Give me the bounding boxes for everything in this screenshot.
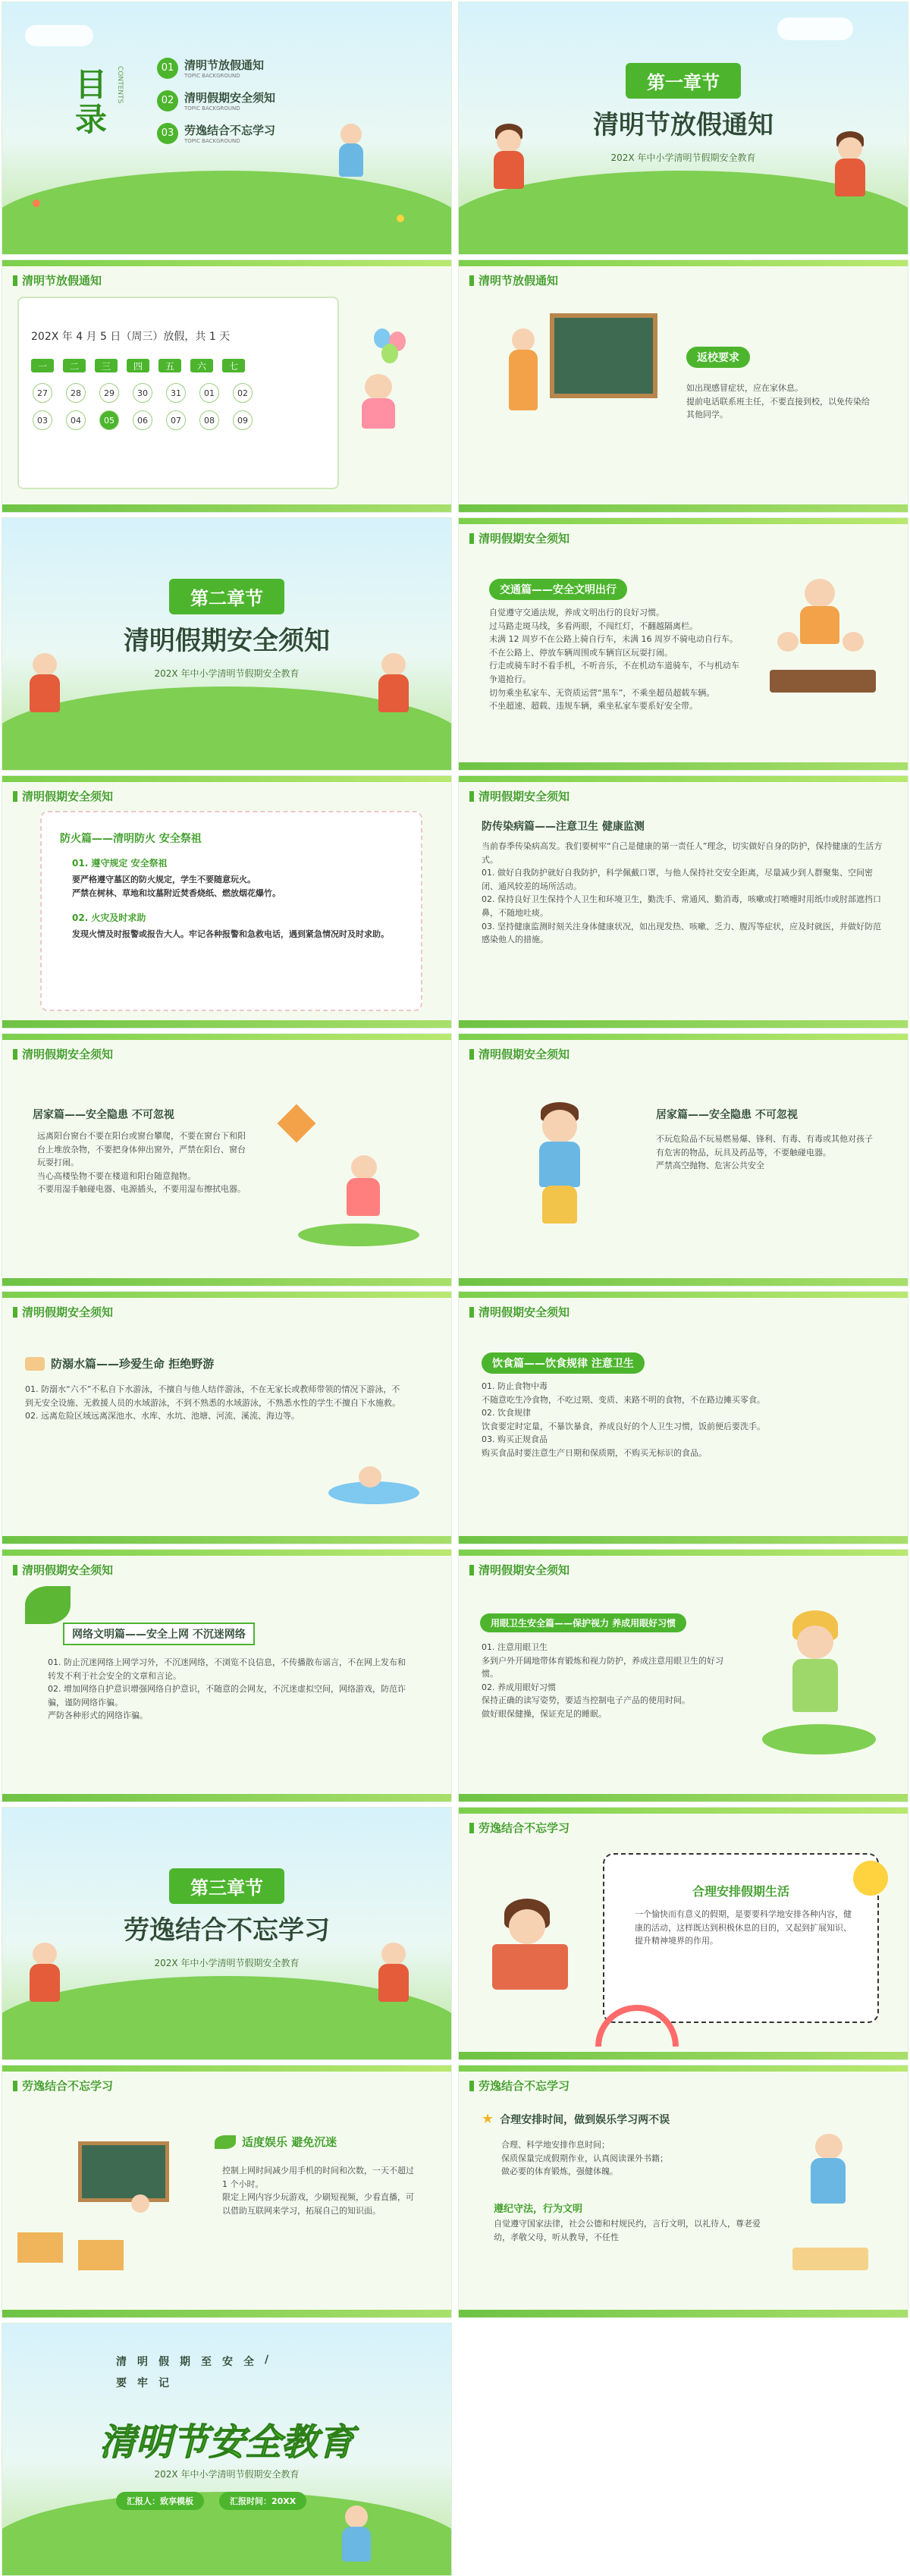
home2-line: 严禁高空抛物、危害公共安全 — [656, 1161, 764, 1171]
water-line: 02. 远离危险区域远离深池水、水库、水坑、池塘、河流、溪流、海边等。 — [25, 1411, 300, 1422]
girl-umbrella-illustration — [336, 124, 366, 154]
disease-title: 防传染病篇——注意卫生 健康监测 — [482, 821, 645, 833]
toc-item-number: 01 — [157, 58, 178, 79]
plan-card — [603, 1853, 879, 2023]
return-line: 如出现感冒症状，应在家休息。 — [686, 383, 803, 393]
slide-header — [469, 2078, 570, 2094]
time-sub-text: 自觉遵守国家法律，社会公德和村规民约，言行文明，以礼待人，尊老爱幼，孝敬父母，听从教导，不任性 — [494, 2219, 761, 2242]
header-mark — [13, 791, 17, 802]
return-title-pill: 返校要求 — [686, 347, 750, 368]
end-char: 清 — [116, 2356, 127, 2368]
slide-plan[interactable] — [458, 1807, 908, 2060]
weekday: 三 — [95, 359, 118, 372]
boy-illustration — [489, 124, 527, 192]
end-subtitle: 202X 年中小学清明节假期安全教育 — [154, 2469, 300, 2480]
bottom-bar — [459, 1278, 908, 1286]
flower-icon — [397, 215, 404, 222]
time-title: 合理安排时间，做到娱乐学习两不误 — [500, 2113, 670, 2126]
toc-item-number: 02 — [157, 90, 178, 112]
end-info — [116, 2492, 306, 2510]
header-text: 劳逸结合不忘学习 — [479, 1821, 570, 1835]
chapter-badge: 第二章节 — [169, 579, 284, 614]
end-char: 假 — [158, 2356, 169, 2368]
bottom-bar — [459, 2310, 908, 2317]
toc-item[interactable] — [157, 90, 275, 112]
chapter-subtitle: 202X 年中小学清明节假期安全教育 — [154, 1958, 300, 1968]
classroom-illustration — [17, 2141, 169, 2285]
header-mark — [13, 1049, 17, 1060]
header-mark — [469, 1823, 474, 1833]
header-mark — [13, 1565, 17, 1575]
weekday: 五 — [158, 359, 181, 372]
slide-fire[interactable] — [2, 775, 452, 1029]
slide-header — [469, 272, 558, 288]
home1-title: 居家篇——安全隐患 不可忽视 — [33, 1109, 174, 1121]
girl-book-illustration — [482, 1899, 580, 2012]
weekday: 七 — [222, 359, 245, 372]
fire-title: 防火篇——清明防火 安全祭祖 — [60, 833, 202, 845]
food-line: 02. 饮食规律 — [482, 1408, 531, 1418]
top-bar — [2, 260, 451, 266]
top-bar — [459, 1034, 908, 1040]
traffic-pill-wrap — [489, 579, 627, 600]
top-bar — [2, 776, 451, 782]
end-time: 汇报时间：20XX — [219, 2492, 306, 2510]
header-mark — [13, 1307, 17, 1318]
header-text: 清明假期安全须知 — [22, 1563, 114, 1577]
bottom-bar — [459, 504, 908, 512]
traffic-line: 过马路走斑马线，多看两眼，不闯红灯，不翻越隔离栏。 — [489, 620, 698, 631]
time-line: 保质保量完成假期作业，认真阅读课外书籍； — [501, 2153, 668, 2163]
cloud-icon — [25, 25, 93, 46]
eye-line: 多到户外开阔地带体育锻炼和视力防护，养成注意用眼卫生的好习惯。 — [482, 1655, 723, 1679]
end-char: 明 — [137, 2356, 148, 2368]
header-text: 清明节放假通知 — [479, 274, 559, 287]
calendar-day[interactable]: 09 — [233, 410, 253, 430]
slide-header — [13, 1046, 113, 1062]
home2-line: 不玩危险品不玩易燃易爆、锋利、有毒、有毒或其他对孩子有危害的物品，玩具及药品等，不要触碰电器。 — [656, 1134, 873, 1158]
toc-list — [157, 57, 275, 144]
plan-line: 一个愉快而有意义的假期，是要要科学地安排各种内容，健康的活动，这样既达到积极休息的目的，又起到扩展知识、提升精神境界的作用。 — [635, 1909, 852, 1946]
return-line: 提前电话联系班主任，不要直接到校，以免传染给其他同学。 — [686, 396, 870, 420]
header-text: 清明假期安全须知 — [22, 1305, 114, 1319]
calendar-day[interactable]: 02 — [233, 383, 253, 403]
slide-header — [13, 2078, 113, 2094]
water-line: 01. 防溺水“六不”不私自下水游泳，不擅自与他人结伴游泳，不在无家长或教师带领的情况下游泳，不到无安全设施、无救援人员的水域游泳，不到不熟悉的水域游泳，不熟悉水性的学生不擅自下水施救。 — [25, 1384, 400, 1408]
slide-eye[interactable] — [458, 1549, 908, 1802]
teacher-blackboard-illustration — [504, 313, 648, 442]
slide-header — [469, 1046, 570, 1062]
top-bar — [459, 776, 908, 782]
slide-water[interactable] — [2, 1291, 452, 1544]
star-icon: ★ — [482, 2111, 494, 2127]
chapter-title: 清明假期安全须知 — [124, 626, 330, 656]
top-bar — [459, 1292, 908, 1298]
leaf-icon — [215, 2135, 236, 2149]
end-reporter: 汇报人：致享模板 — [116, 2492, 204, 2510]
play-title-wrap — [215, 2134, 337, 2150]
calendar-day[interactable]: 30 — [133, 383, 152, 403]
traffic-line: 不坐超速、超载、违规车辆，乘坐私家车要系好安全带。 — [489, 701, 698, 712]
toc-title: 目录 — [75, 66, 108, 139]
fire-line: 发现火情及时报警或报告大人。牢记各种报警和急救电话，遇到紧急情况时及时求助。 — [72, 929, 389, 939]
weekday: 一 — [31, 359, 54, 372]
slide-end[interactable] — [2, 2323, 452, 2576]
slide-home-2[interactable] — [458, 1033, 908, 1286]
girl-balloons-illustration — [359, 328, 412, 435]
boy-illustration — [25, 647, 63, 715]
weekday: 二 — [63, 359, 86, 372]
play-text — [222, 2164, 419, 2217]
header-mark — [469, 275, 474, 286]
fire-text-2 — [72, 928, 406, 941]
slide-header — [469, 530, 570, 546]
top-bar — [459, 2066, 908, 2072]
header-mark — [469, 1307, 474, 1318]
traffic-pill: 交通篇——安全文明出行 — [489, 579, 627, 600]
header-mark — [469, 791, 474, 802]
top-bar — [459, 1808, 908, 1814]
toc-item-number: 03 — [157, 123, 178, 144]
header-text: 劳逸结合不忘学习 — [479, 2079, 570, 2093]
header-mark — [13, 275, 17, 286]
slide-toc[interactable] — [2, 2, 452, 255]
end-char: 记 — [158, 2377, 169, 2389]
slide-play[interactable] — [2, 2065, 452, 2318]
header-text: 清明节放假通知 — [22, 274, 102, 287]
end-char: 期 — [180, 2356, 190, 2368]
eye-line: 01. 注意用眼卫生 — [482, 1642, 548, 1652]
slide-calendar[interactable] — [2, 259, 452, 513]
disease-line: 03. 坚持健康监测时刻关注身体健康状况，如出现发热、咳嗽、乏力、腹泻等症状，应及时就医，并做好防范感染他人的措施。 — [482, 921, 881, 945]
traffic-line: 不在公路上、停放车辆周围或车辆盲区玩耍打闹。 — [489, 647, 673, 658]
play-line: 限定上网内容少玩游戏，少刷短视频，少看直播，可以借助互联网来学习，拓展自己的知识面。 — [222, 2192, 414, 2216]
food-text — [482, 1380, 883, 1460]
toc-item-label: 清明假期安全须知 — [184, 91, 276, 105]
flower-icon — [33, 199, 40, 207]
boy-illustration — [374, 1937, 412, 2005]
slide-header — [13, 788, 113, 804]
water-title: 防溺水篇——珍爱生命 拒绝野游 — [51, 1357, 215, 1371]
food-line: 购买食品时要注意生产日期和保质期，不购买无标识的食品。 — [482, 1447, 707, 1458]
time-sub-title: 遵纪守法，行为文明 — [494, 2204, 583, 2215]
weekday: 六 — [190, 359, 213, 372]
calendar-row — [33, 383, 253, 403]
calendar-day[interactable]: 29 — [99, 383, 119, 403]
food-line: 01. 防止食物中毒 — [482, 1381, 548, 1391]
header-mark — [469, 1049, 474, 1060]
return-title — [686, 347, 750, 368]
food-pill-wrap — [482, 1352, 645, 1374]
top-bar — [2, 1292, 451, 1298]
food-line: 03. 购买正规食品 — [482, 1434, 548, 1445]
toc-item-sub: TOPIC BACKGROUND — [184, 105, 240, 112]
slide-home-1[interactable] — [2, 1033, 452, 1286]
eye-pill: 用眼卫生安全篇——保护视力 养成用眼好习惯 — [480, 1613, 686, 1632]
toc-item[interactable] — [157, 122, 275, 144]
sun-icon — [853, 1861, 888, 1896]
slide-header — [469, 1304, 570, 1320]
weekday: 四 — [127, 359, 149, 372]
kite-boy-illustration — [268, 1110, 419, 1254]
water-text — [25, 1383, 404, 1423]
chapter-badge: 第三章节 — [169, 1868, 284, 1904]
toc-item-sub: TOPIC BACKGROUND — [184, 73, 240, 79]
boy-illustration — [374, 647, 412, 715]
calendar-day[interactable]: 08 — [199, 410, 219, 430]
end-char: 至 — [201, 2356, 212, 2368]
slide-chapter-1[interactable] — [458, 2, 908, 255]
calendar-day[interactable]: 03 — [33, 410, 52, 430]
header-text: 劳逸结合不忘学习 — [22, 2079, 114, 2093]
toc-item-label: 清明节放假通知 — [184, 58, 265, 72]
slide-time[interactable] — [458, 2065, 908, 2318]
eye-pill-wrap — [480, 1613, 686, 1632]
traffic-line: 行走或骑车时不看手机，不听音乐，不在机动车道骑车，不与机动车争道抢行。 — [489, 661, 739, 684]
end-char: 牢 — [137, 2377, 148, 2389]
header-text: 清明假期安全须知 — [479, 1048, 570, 1061]
play-title: 适度娱乐 避免沉迷 — [242, 2135, 337, 2149]
header-text: 清明假期安全须知 — [479, 1563, 570, 1577]
slide-header — [13, 1562, 113, 1578]
fire-text-1 — [72, 873, 406, 900]
bottom-bar — [459, 1536, 908, 1544]
home1-line: 不要用湿手触碰电器、电源插头，不要用湿布擦拭电器。 — [37, 1184, 246, 1195]
disease-intro: 当前春季传染病高发。我们要树牢“自己是健康的第一责任人”理念，切实做好自身的防护，保持健康的生活方式。 — [482, 841, 883, 865]
calendar-weekdays — [31, 359, 245, 372]
top-bar — [459, 1550, 908, 1556]
time-text — [501, 2138, 759, 2179]
header-mark — [469, 533, 474, 544]
home1-line: 远离阳台窗台不要在阳台或窗台攀爬，不要在窗台下和阳台上堆放杂物，不要把身体伸出窗外，严禁在阳台、窗台玩耍打闹。 — [37, 1131, 246, 1168]
kid-plug-illustration — [519, 1102, 603, 1231]
slide-header — [469, 1820, 570, 1836]
boy-books-illustration — [785, 2134, 876, 2278]
header-text: 清明假期安全须知 — [22, 790, 114, 803]
calendar-row — [33, 410, 253, 430]
header-mark — [469, 1565, 474, 1575]
girl-reading-illustration — [762, 1610, 876, 1762]
calendar-day[interactable]: 04 — [66, 410, 86, 430]
calendar-day[interactable]: 31 — [166, 383, 186, 403]
calendar-day[interactable]: 01 — [199, 383, 219, 403]
calendar-card — [17, 297, 339, 489]
chapter-title: 清明节放假通知 — [593, 110, 774, 140]
eye-line: 做好眼保健操，保证充足的睡眠。 — [482, 1708, 607, 1719]
network-title: 网络文明篇——安全上网 不沉迷网络 — [63, 1623, 255, 1645]
slide-header — [13, 1304, 113, 1320]
network-text — [48, 1656, 412, 1723]
boy-illustration — [25, 1937, 63, 2005]
plan-title: 合理安排假期生活 — [692, 1884, 789, 1899]
cloud-icon — [777, 17, 853, 40]
chapter-badge: 第一章节 — [626, 63, 741, 99]
leaf-icon — [25, 1586, 71, 1624]
top-bar — [2, 2066, 451, 2072]
top-bar — [459, 260, 908, 266]
traffic-line: 切勿乘坐私家车、无资质运营“黑车”，不乘坐超员超载车辆。 — [489, 687, 715, 698]
slide-chapter-3[interactable] — [2, 1807, 452, 2060]
home2-text — [656, 1132, 876, 1173]
time-title-wrap — [482, 2111, 670, 2127]
toc-item-label: 劳逸结合不忘学习 — [184, 124, 276, 137]
traffic-line: 未满 12 周岁不在公路上骑自行车，未满 16 周岁不骑电动自行车。 — [489, 634, 738, 645]
bottom-bar — [459, 2052, 908, 2059]
calendar-day[interactable]: 27 — [33, 383, 52, 403]
time-line: 做必要的体育锻炼，强健体魄。 — [501, 2166, 618, 2177]
home2-title: 居家篇——安全隐患 不可忽视 — [656, 1109, 798, 1121]
disease-text — [482, 840, 883, 947]
bottom-bar — [2, 2310, 451, 2317]
bottom-bar — [459, 762, 908, 770]
fire-card — [40, 811, 422, 1011]
family-reading-illustration — [770, 579, 876, 700]
header-text: 清明假期安全须知 — [479, 1305, 570, 1319]
boy-illustration — [830, 131, 868, 199]
bottom-bar — [459, 1794, 908, 1802]
bottom-bar — [2, 1794, 451, 1802]
header-text: 清明假期安全须知 — [479, 532, 570, 545]
time-line: 合理、科学地安排作息时间； — [501, 2140, 610, 2150]
end-char: / — [265, 2354, 269, 2366]
bottom-bar — [2, 504, 451, 512]
slide-food[interactable] — [458, 1291, 908, 1544]
slide-header — [13, 272, 102, 288]
calendar-day[interactable]: 28 — [66, 383, 86, 403]
top-bar — [2, 1550, 451, 1556]
network-line: 严防各种形式的网络诈骗。 — [48, 1711, 148, 1721]
food-pill: 饮食篇——饮食规律 注意卫生 — [482, 1352, 645, 1374]
header-text: 清明假期安全须知 — [22, 1048, 114, 1061]
toc-item-sub: TOPIC BACKGROUND — [184, 138, 240, 144]
bottom-bar — [2, 1536, 451, 1544]
book-icon — [25, 1357, 45, 1371]
calendar-date-line: 202X 年 4 月 5 日（周三）放假，共 1 天 — [31, 331, 231, 343]
fire-point: 02. 火灾及时求助 — [72, 913, 146, 923]
toc-vertical-label: CONTENTS — [116, 66, 124, 104]
home1-line: 当心高楼坠物不要在楼道和阳台随意抛物。 — [37, 1170, 196, 1181]
disease-line: 01. 做好自我防护就好自我防护，科学佩戴口罩，与他人保持社交安全距离，尽量减少到人群聚集、空间密闭、通风较差的场所活动。 — [482, 868, 873, 891]
traffic-text — [489, 606, 739, 713]
end-title: 清明节安全教育 — [99, 2421, 354, 2464]
disease-line: 02. 保持良好卫生保持个人卫生和环境卫生，勤洗手、常通风、勤消毒，咳嗽或打喷嚏时用纸巾或肘部遮挡口鼻，不随地吐痰。 — [482, 894, 881, 918]
header-mark — [469, 2081, 474, 2091]
fire-line: 要严格遵守墓区的防火规定，学生不要随意玩火。 — [72, 875, 256, 884]
bottom-bar — [2, 1020, 451, 1028]
eye-text — [482, 1641, 732, 1721]
top-bar — [459, 518, 908, 524]
top-bar — [2, 1034, 451, 1040]
eye-line: 保持正确的读写姿势，要适当控制电子产品的使用时间。 — [482, 1695, 690, 1706]
bottom-bar — [2, 1278, 451, 1286]
food-line: 不随意吃生冷食物，不吃过期、变质、来路不明的食物，不在路边摊买零食。 — [482, 1394, 765, 1405]
girl-umbrella-illustration — [336, 2505, 381, 2566]
slide-chapter-2[interactable] — [2, 517, 452, 771]
slide-header — [469, 1562, 570, 1578]
slide-return[interactable] — [458, 259, 908, 513]
calendar-day[interactable]: 07 — [166, 410, 186, 430]
home1-text — [37, 1129, 249, 1196]
traffic-line: 自觉遵守交通法规，养成文明出行的良好习惯。 — [489, 608, 664, 617]
chapter-subtitle: 202X 年中小学清明节假期安全教育 — [154, 668, 300, 679]
fire-point: 01. 遵守规定 安全祭祖 — [72, 858, 168, 869]
network-line: 01. 防止沉迷网络上网学习外，不沉迷网络，不浏览不良信息，不传播散布谣言，不在网上发布和转发不利于社会安全的文章和言论。 — [48, 1657, 406, 1681]
toc-item[interactable] — [157, 57, 275, 79]
play-line: 控制上网时间减少用手机的时间和次数，一天不超过 1 个小时。 — [222, 2166, 414, 2189]
slide-header — [469, 788, 570, 804]
end-char: 全 — [243, 2356, 254, 2368]
slide-traffic[interactable] — [458, 517, 908, 771]
chapter-subtitle: 202X 年中小学清明节假期安全教育 — [610, 152, 756, 163]
slide-disease[interactable] — [458, 775, 908, 1029]
food-line: 饮食要定时定量，不暴饮暴食，养成良好的个人卫生习惯，饭前便后要洗手。 — [482, 1421, 765, 1431]
fire-line: 严禁在树林、草地和坟墓附近焚香烧纸、燃放烟花爆竹。 — [72, 887, 281, 898]
swimmer-illustration — [328, 1459, 419, 1512]
header-mark — [13, 2081, 17, 2091]
calendar-day[interactable]: 06 — [133, 410, 152, 430]
end-char: 要 — [116, 2377, 127, 2389]
slide-network[interactable] — [2, 1549, 452, 1802]
eye-line: 02. 养成用眼好习惯 — [482, 1682, 556, 1692]
chapter-title: 劳逸结合不忘学习 — [124, 1915, 330, 1946]
return-text — [686, 382, 876, 422]
network-line: 02. 增加网络自护意识增强网络自护意识，不随意的会网友，不沉迷虚拟空间，网络游戏，防范诈骗，谨防网络诈骗。 — [48, 1684, 406, 1707]
calendar-day-holiday[interactable]: 05 — [99, 410, 119, 430]
end-char: 安 — [222, 2356, 233, 2368]
end-small-text — [116, 2354, 283, 2390]
header-text: 清明假期安全须知 — [479, 790, 570, 803]
bottom-bar — [459, 1020, 908, 1028]
water-title-wrap — [25, 1356, 214, 1371]
